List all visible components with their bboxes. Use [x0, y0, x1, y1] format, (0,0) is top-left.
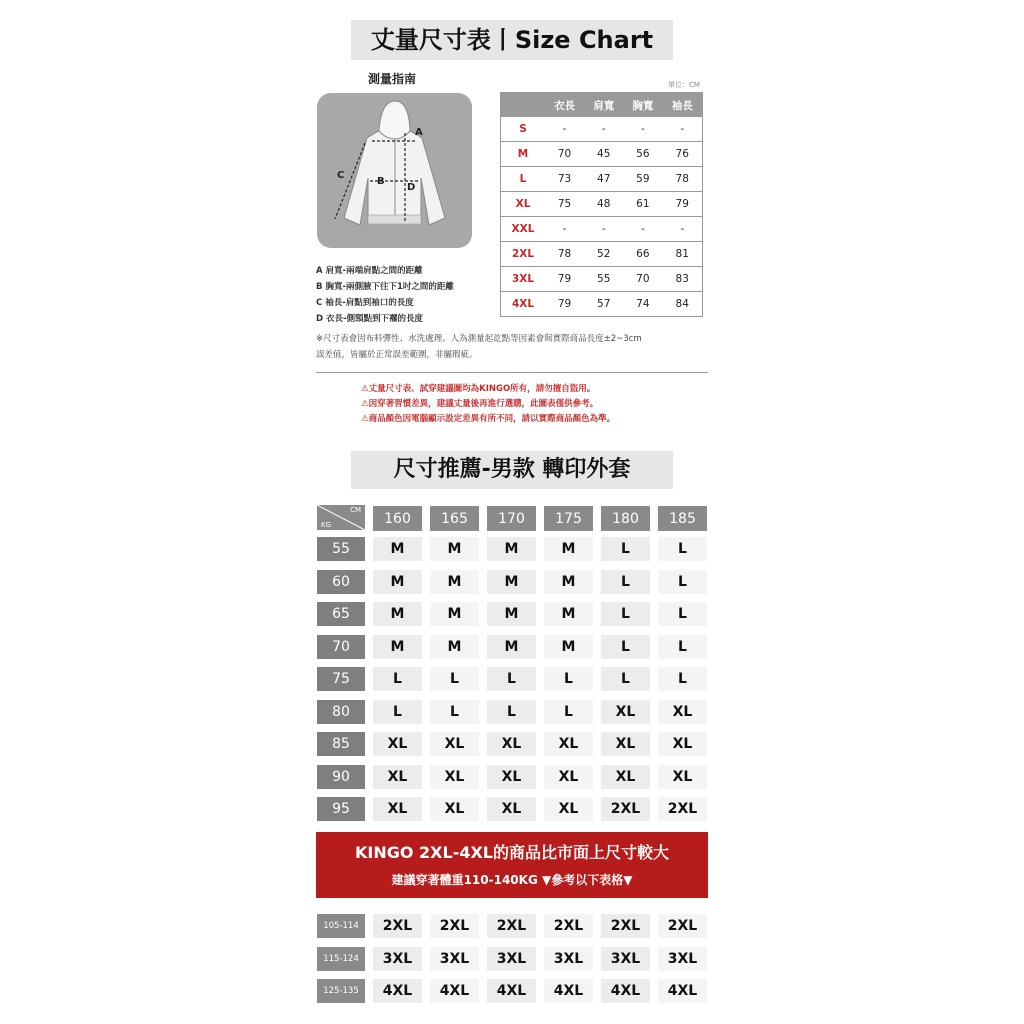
- size-cell: XL: [601, 732, 650, 756]
- weight-label: 95: [317, 797, 365, 821]
- size-cell: L: [544, 667, 593, 691]
- height-header: 185: [658, 506, 707, 531]
- size-cell: 3XL: [544, 947, 593, 971]
- size-cell: M: [544, 602, 593, 626]
- legend-item: C 袖長-肩點到袖口的長度: [316, 298, 414, 308]
- size-cell: L: [601, 667, 650, 691]
- recommendation-title: 尺寸推薦-男款 轉印外套: [351, 451, 673, 489]
- size-value: 66: [623, 242, 662, 267]
- size-cell: M: [487, 570, 536, 594]
- size-cell: L: [658, 537, 707, 561]
- size-cell: L: [601, 570, 650, 594]
- size-cell: 3XL: [658, 947, 707, 971]
- size-table-header: 胸寬: [623, 93, 662, 118]
- size-cell: XL: [658, 700, 707, 724]
- size-value: 73: [545, 167, 584, 192]
- height-header: 175: [544, 506, 593, 531]
- weight-label: 80: [317, 700, 365, 724]
- banner-line1: KINGO 2XL-4XL的商品比市面上尺寸較大: [354, 843, 670, 862]
- size-cell: M: [544, 537, 593, 561]
- size-cell: 2XL: [601, 797, 650, 821]
- size-table-header: 袖長: [662, 93, 702, 118]
- size-table-row: [501, 292, 703, 317]
- size-cell: 2XL: [601, 914, 650, 938]
- size-cell: L: [430, 667, 479, 691]
- size-label: 2XL: [501, 242, 546, 267]
- size-cell: 4XL: [544, 979, 593, 1003]
- size-cell: M: [430, 602, 479, 626]
- size-value: 79: [662, 192, 702, 217]
- size-cell: L: [658, 667, 707, 691]
- size-value: 52: [584, 242, 623, 267]
- size-cell: 4XL: [430, 979, 479, 1003]
- size-table-header: 衣長: [545, 93, 584, 118]
- size-value: 76: [662, 142, 702, 167]
- size-value: 45: [584, 142, 623, 167]
- size-cell: XL: [430, 732, 479, 756]
- size-cell: L: [487, 700, 536, 724]
- size-cell: XL: [658, 732, 707, 756]
- size-value: -: [623, 117, 662, 142]
- height-header: 165: [430, 506, 479, 531]
- size-cell: M: [430, 570, 479, 594]
- size-cell: 2XL: [373, 914, 422, 938]
- size-value: -: [584, 117, 623, 142]
- size-value: -: [545, 117, 584, 142]
- size-cell: XL: [601, 700, 650, 724]
- warning-line: ⚠因穿著習慣差異，建議丈量後再進行選購，此圖表僅供參考。: [361, 399, 599, 409]
- weight-range-label: 115-124: [317, 947, 365, 971]
- legend-item: A 肩寬-兩端肩點之間的距離: [316, 266, 423, 276]
- size-cell: 4XL: [601, 979, 650, 1003]
- size-cell: 4XL: [373, 979, 422, 1003]
- hoodie-diagram: [317, 93, 472, 248]
- size-label: XL: [501, 192, 546, 217]
- size-cell: L: [487, 667, 536, 691]
- size-cell: XL: [544, 732, 593, 756]
- size-cell: 2XL: [658, 797, 707, 821]
- size-cell: L: [373, 700, 422, 724]
- size-cell: L: [601, 635, 650, 659]
- height-header: 160: [373, 506, 422, 531]
- weight-label: 65: [317, 602, 365, 626]
- size-value: 70: [545, 142, 584, 167]
- size-cell: L: [544, 700, 593, 724]
- size-cell: M: [373, 635, 422, 659]
- warning-line: ⚠商品顏色因電腦顯示設定差異有所不同，請以實際商品顏色為準。: [361, 414, 616, 424]
- size-value: 59: [623, 167, 662, 192]
- size-value: 56: [623, 142, 662, 167]
- size-cell: XL: [373, 797, 422, 821]
- size-value: 57: [584, 292, 623, 317]
- weight-label: 75: [317, 667, 365, 691]
- size-value: 48: [584, 192, 623, 217]
- note-line: 誤差值，皆屬於正常誤差範圍，非屬瑕疵。: [316, 350, 478, 360]
- size-table-row: [501, 242, 703, 267]
- size-cell: L: [373, 667, 422, 691]
- size-table-row: [501, 192, 703, 217]
- weight-label: 70: [317, 635, 365, 659]
- kg-label: KG: [321, 521, 332, 529]
- label-b: B: [377, 176, 385, 187]
- size-table-row: [501, 117, 703, 142]
- size-cell: XL: [544, 797, 593, 821]
- divider: [316, 372, 708, 373]
- size-cell: 2XL: [544, 914, 593, 938]
- size-value: 84: [662, 292, 702, 317]
- size-cell: XL: [373, 732, 422, 756]
- size-label: 3XL: [501, 267, 546, 292]
- warning-line: ⚠丈量尺寸表、試穿建議圖均為KINGO所有，請勿擅自盜用。: [361, 384, 596, 394]
- size-chart-title: 丈量尺寸表丨Size Chart: [351, 20, 673, 60]
- size-cell: XL: [544, 765, 593, 789]
- size-cell: XL: [487, 797, 536, 821]
- size-value: 75: [545, 192, 584, 217]
- cm-label: CM: [350, 506, 361, 514]
- size-table-row: [501, 167, 703, 192]
- size-cell: 2XL: [430, 914, 479, 938]
- size-label: M: [501, 142, 546, 167]
- label-a: A: [415, 127, 423, 138]
- size-value: 79: [545, 267, 584, 292]
- size-value: 74: [623, 292, 662, 317]
- size-table-row: [501, 267, 703, 292]
- size-cell: 2XL: [658, 914, 707, 938]
- size-label: L: [501, 167, 546, 192]
- size-cell: 2XL: [487, 914, 536, 938]
- size-cell: M: [544, 635, 593, 659]
- size-value: 61: [623, 192, 662, 217]
- size-value: -: [623, 217, 662, 242]
- label-d: D: [407, 182, 416, 193]
- size-value: 78: [662, 167, 702, 192]
- size-value: -: [662, 217, 702, 242]
- size-cell: M: [373, 570, 422, 594]
- weight-range-label: 125-135: [317, 979, 365, 1003]
- size-cell: M: [373, 537, 422, 561]
- warnings: [361, 382, 615, 427]
- label-c: C: [337, 170, 345, 181]
- size-label: XXL: [501, 217, 546, 242]
- size-cell: M: [430, 635, 479, 659]
- banner-line2: 建議穿著體重110-140KG ▼參考以下表格▼: [391, 873, 633, 887]
- size-label: 4XL: [501, 292, 546, 317]
- weight-range-label: 105-114: [317, 914, 365, 938]
- size-cell: L: [601, 602, 650, 626]
- size-cell: M: [373, 602, 422, 626]
- size-cell: L: [658, 570, 707, 594]
- size-value: -: [545, 217, 584, 242]
- size-cell: L: [430, 700, 479, 724]
- size-cell: XL: [487, 732, 536, 756]
- size-cell: 4XL: [658, 979, 707, 1003]
- weight-label: 60: [317, 570, 365, 594]
- size-cell: M: [487, 537, 536, 561]
- size-label: S: [501, 117, 546, 142]
- weight-label: 55: [317, 537, 365, 561]
- size-cell: 3XL: [487, 947, 536, 971]
- size-cell: XL: [658, 765, 707, 789]
- size-cell: L: [601, 537, 650, 561]
- size-cell: 3XL: [430, 947, 479, 971]
- measurement-note: [316, 331, 716, 363]
- size-cell: L: [658, 602, 707, 626]
- size-cell: M: [487, 635, 536, 659]
- size-value: 79: [545, 292, 584, 317]
- size-table-header: 肩寬: [584, 93, 623, 118]
- size-cell: XL: [487, 765, 536, 789]
- size-value: -: [584, 217, 623, 242]
- size-cell: 3XL: [601, 947, 650, 971]
- size-cell: XL: [373, 765, 422, 789]
- size-cell: XL: [430, 797, 479, 821]
- size-cell: M: [487, 602, 536, 626]
- size-cell: XL: [601, 765, 650, 789]
- size-cell: L: [658, 635, 707, 659]
- measurement-guide-title: 測量指南: [368, 72, 417, 86]
- size-table: [500, 92, 703, 317]
- size-value: 70: [623, 267, 662, 292]
- size-table-header: [501, 93, 546, 118]
- size-cell: 3XL: [373, 947, 422, 971]
- size-value: 78: [545, 242, 584, 267]
- height-header: 170: [487, 506, 536, 531]
- size-cell: 4XL: [487, 979, 536, 1003]
- weight-label: 85: [317, 732, 365, 756]
- unit-label: 單位：CM: [668, 81, 700, 89]
- size-value: 55: [584, 267, 623, 292]
- measurement-legend: [316, 263, 454, 327]
- size-table-row: [501, 217, 703, 242]
- grid-corner: [317, 505, 365, 530]
- size-value: 81: [662, 242, 702, 267]
- size-cell: M: [430, 537, 479, 561]
- size-value: -: [662, 117, 702, 142]
- size-cell: M: [544, 570, 593, 594]
- height-header: 180: [601, 506, 650, 531]
- legend-item: D 衣長-側頸點到下襬的長度: [316, 314, 424, 324]
- kingo-banner: [316, 832, 708, 898]
- size-value: 83: [662, 267, 702, 292]
- legend-item: B 胸寬-兩側腋下往下1吋之間的距離: [316, 282, 454, 292]
- note-line: ※尺寸表會因布料彈性、水洗處理、人為測量起訖點等因素會與實際商品長度±2~3cm: [316, 334, 642, 344]
- size-value: 47: [584, 167, 623, 192]
- size-cell: XL: [430, 765, 479, 789]
- weight-label: 90: [317, 765, 365, 789]
- size-table-row: [501, 142, 703, 167]
